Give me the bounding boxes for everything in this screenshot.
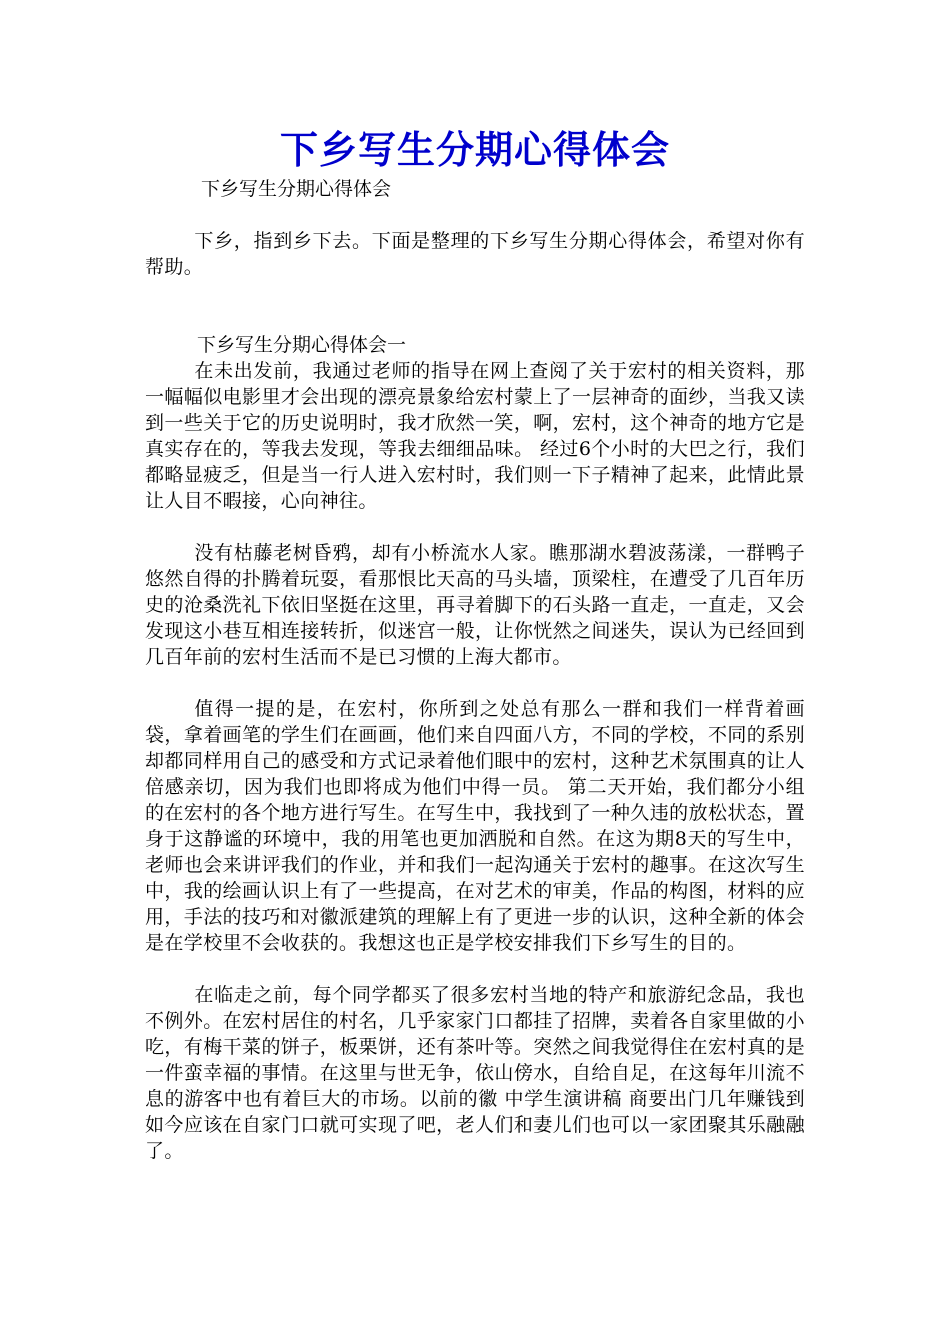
document-page (145, 124, 805, 1164)
section-heading: 下乡写生分期心得体会一 (197, 334, 407, 356)
spacer (145, 670, 805, 696)
body-paragraph: 没有枯藤老树昏鸦，却有小桥流水人家。瞧那湖水碧波荡漾，一群鸭子悠然自得的扑腾着玩耍，看那恨比天高的马头墙，顶梁柱，在遭受了几百年历史的沧桑洗礼下依旧坚挺在这里，再寻着脚下的石头路一直走，一直走，又会发现这小巷互相连接转折，似迷宫一般，让你恍然之间迷失，误认为已经回到几百年前的宏村生活而不是已习惯的上海大都市。 (145, 542, 805, 668)
spacer (145, 514, 805, 540)
intro-paragraph: 下乡，指到乡下去。下面是整理的下乡写生分期心得体会，希望对你有帮助。 (145, 230, 805, 278)
body-paragraph: 在未出发前，我通过老师的指导在网上查阅了关于宏村的相关资料，那一幅幅似电影里才会出现的漂亮景象给宏村蒙上了一层神奇的面纱，当我又读到一些关于它的历史说明时，我才欣然一笑，啊，宏村，这个神奇的地方它是真实存在的，等我去发现，等我去细细品味。 经过6个小时的大巴之行，我们都略显疲乏，但是当一行人进入宏村时，我们则一下子精神了起来，此情此景让人目不暇接，心向神往。 (145, 360, 805, 512)
body-paragraph: 值得一提的是，在宏村，你所到之处总有那么一群和我们一样背着画袋，拿着画笔的学生们在画画，他们来自四面八方，不同的学校，不同的系别却都同样用自己的感受和方式记录着他们眼中的宏村，这种艺术氛围真的让人倍感亲切，因为我们也即将成为他们中得一员。 第二天开始，我们都分小组的在宏村的各个地方进行写生。在写生中，我找到了一种久违的放松状态，置身于这静谧的环境中，我的用笔也更加洒脱和自然。在这为期8天的写生中，老师也会来讲评我们的作业，并和我们一起沟通关于宏村的趣事。在这次写生中，我的绘画认识上有了一些提高，在对艺术的审美，作品的构图，材料的应用，手法的技巧和对徽派建筑的理解上有了更进一步的认识，这种全新的体会是在学校里不会收获的。我想这也正是学校安排我们下乡写生的目的。 (145, 698, 805, 954)
spacer (145, 202, 805, 228)
spacer (145, 280, 805, 332)
document-title: 下乡写生分期心得体会 (279, 128, 670, 172)
spacer (145, 956, 805, 982)
body-paragraph: 在临走之前，每个同学都买了很多宏村当地的特产和旅游纪念品，我也不例外。在宏村居住的村名，几乎家家门口都挂了招牌，卖着各自家里做的小吃，有梅干菜的饼子，板栗饼，还有茶叶等。突然之间我觉得住在宏村真的是一件蛮幸福的事情。在这里与世无争，依山傍水，自给自足，在这每年川流不息的游客中也有着巨大的市场。以前的徽 中学生演讲稿 商要出门几年赚钱到如今应该在自家门口就可实现了吧，老人们和妻儿们也可以一家团聚其乐融融了。 (145, 984, 805, 1162)
document-subtitle: 下乡写生分期心得体会 (201, 178, 392, 200)
